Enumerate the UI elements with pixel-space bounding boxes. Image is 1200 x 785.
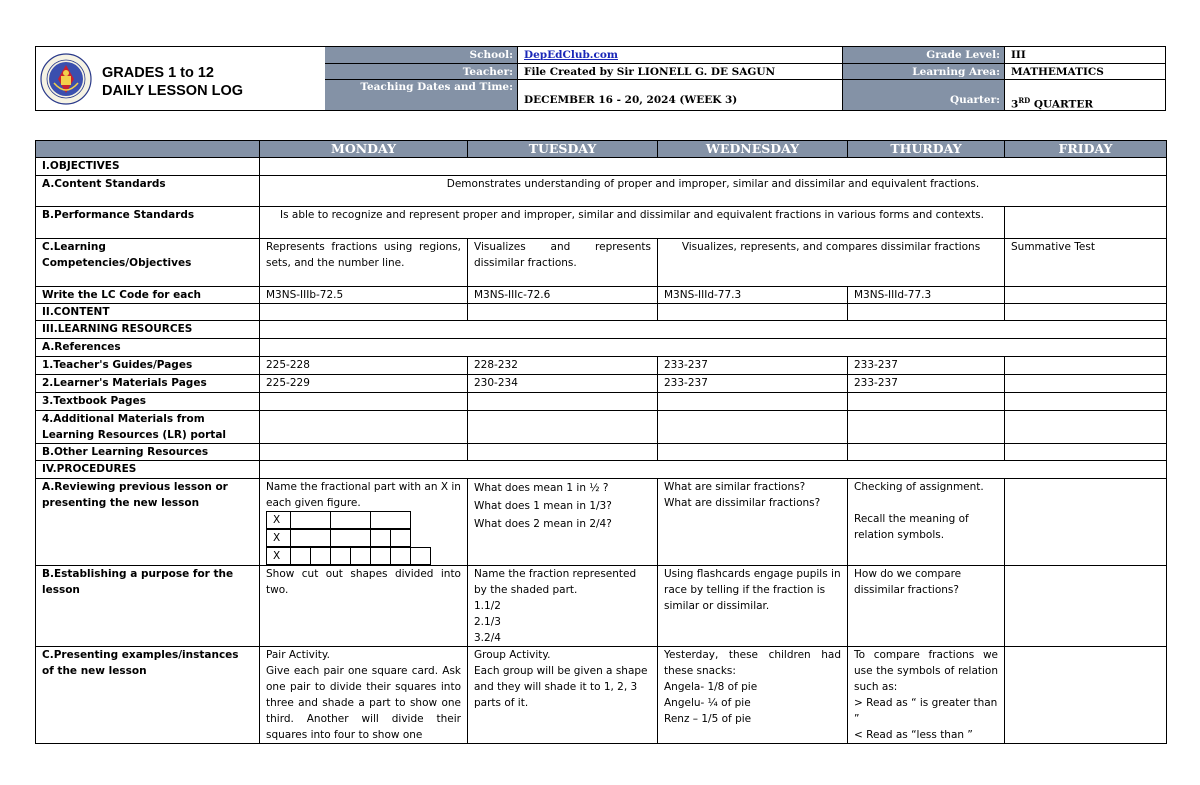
- deped-seal-icon: [40, 53, 92, 105]
- quarter-value: [1005, 80, 1165, 110]
- teachers-guide-row: [36, 357, 1167, 375]
- lc-code-monday: M3NS-IIIb-72.5: [260, 287, 468, 304]
- review-wednesday: [658, 479, 848, 566]
- tg-monday: 225-228: [260, 357, 468, 375]
- additional-materials-label: 4.Additional Materials from Learning Resources (LR) portal: [36, 411, 260, 444]
- content-standards-label: A.Content Standards: [36, 176, 260, 207]
- review-wed-2: What are dissimilar fractions?: [664, 497, 821, 509]
- performance-standards-row: [36, 207, 1167, 239]
- presenting-wednesday: [658, 647, 848, 744]
- content-standards-text: Demonstrates understanding of proper and improper, similar and dissimilar and equivalent fractions.: [260, 176, 1167, 207]
- lc-code-thursday: M3NS-IIId-77.3: [848, 287, 1005, 304]
- present-mon-1: Pair Activity.: [266, 649, 330, 661]
- teacher-value: File Created by Sir LIONELL G. DE SAGUN: [518, 64, 843, 80]
- purpose-tue-1: Name the fraction represented by the shaded part.: [474, 568, 637, 596]
- school-field: [518, 47, 843, 64]
- present-wed-2: Angela- 1/8 of pie: [664, 681, 758, 693]
- competency-friday: Summative Test: [1005, 239, 1167, 287]
- grade-level-value: III: [1005, 47, 1165, 64]
- review-thu-1: Checking of assignment.: [854, 481, 984, 493]
- competencies-label: C.Learning Competencies/Objectives: [36, 239, 260, 287]
- day-header-thursday: THURDAY: [848, 141, 1005, 158]
- teacher-label: Teacher:: [325, 64, 518, 80]
- references-heading: A.References: [36, 339, 260, 357]
- teaching-dates-label: Teaching Dates and Time:: [325, 80, 518, 110]
- present-wed-1: Yesterday, these children had these snacks:: [664, 649, 841, 677]
- lc-code-friday: [1005, 287, 1167, 304]
- purpose-row: [36, 566, 1167, 647]
- day-header-tuesday: TUESDAY: [468, 141, 658, 158]
- performance-standards-text: Is able to recognize and represent proper and improper, similar and dissimilar and equivalent fractions in various forms and contexts.: [260, 207, 1005, 239]
- figure1-x: X: [267, 512, 291, 529]
- purpose-tue-4: 3.2/4: [474, 632, 501, 644]
- review-monday-text: Name the fractional part with an X in each given figure.: [266, 481, 461, 509]
- quarter-word: QUARTER: [1033, 98, 1094, 111]
- references-row: [36, 339, 1167, 357]
- competencies-row: [36, 239, 1167, 287]
- corner-cell: [36, 141, 260, 158]
- present-wed-3: Angelu- ¼ of pie: [664, 697, 751, 709]
- figure3-x: X: [267, 548, 291, 565]
- lesson-log-header: [35, 46, 1166, 111]
- review-row: [36, 479, 1167, 566]
- teachers-guide-label: 1.Teacher's Guides/Pages: [36, 357, 260, 375]
- learning-area-value: MATHEMATICS: [1005, 64, 1165, 80]
- resources-row: [36, 321, 1167, 339]
- content-heading: II.CONTENT: [36, 304, 260, 321]
- present-thu-3: < Read as “less than ”: [854, 729, 973, 741]
- purpose-tue-3: 2.1/3: [474, 616, 501, 628]
- purpose-tuesday: [468, 566, 658, 647]
- other-resources-row: [36, 444, 1167, 461]
- day-header-friday: FRIDAY: [1005, 141, 1167, 158]
- learning-area-label: Learning Area:: [843, 64, 1005, 80]
- competency-monday: Represents fractions using regions, sets, and the number line.: [260, 239, 468, 287]
- present-mon-2: Give each pair one square card. Ask one pair to divide their squares into three and shade a part to show one third. Another will divide their squares into four to show one: [266, 665, 461, 741]
- tg-tuesday: 228-232: [468, 357, 658, 375]
- presenting-thursday: [848, 647, 1005, 744]
- procedures-heading: IV.PROCEDURES: [36, 461, 260, 479]
- lm-wednesday: 233-237: [658, 375, 848, 393]
- quarter-suffix: RD: [1018, 96, 1031, 105]
- log-title-line1: GRADES 1 to 12: [102, 65, 214, 81]
- present-thu-1: To compare fractions we use the symbols of relation such as:: [854, 649, 998, 693]
- lc-code-wednesday: M3NS-IIId-77.3: [658, 287, 848, 304]
- review-wed-1: What are similar fractions?: [664, 481, 806, 493]
- present-tue-1: Group Activity.: [474, 649, 551, 661]
- procedures-row: [36, 461, 1167, 479]
- objectives-cell: [260, 158, 1167, 176]
- review-label: A.Reviewing previous lesson or presenting the new lesson: [36, 479, 260, 566]
- quarter-number: 3: [1011, 98, 1019, 111]
- day-header-wednesday: WEDNESDAY: [658, 141, 848, 158]
- lesson-log-table: [35, 140, 1167, 744]
- textbook-row: [36, 393, 1167, 411]
- lm-thursday: 233-237: [848, 375, 1005, 393]
- lc-code-row: [36, 287, 1167, 304]
- review-tue-3: What does 2 mean in 2/4?: [474, 518, 612, 530]
- tg-wednesday: 233-237: [658, 357, 848, 375]
- teaching-dates-value: DECEMBER 16 - 20, 2024 (WEEK 3): [518, 80, 843, 110]
- other-resources-label: B.Other Learning Resources: [36, 444, 260, 461]
- lc-code-label: Write the LC Code for each: [36, 287, 260, 304]
- presenting-monday: [260, 647, 468, 744]
- figure2-x: X: [267, 530, 291, 547]
- fraction-figures: [266, 511, 411, 529]
- purpose-monday: Show cut out shapes divided into two.: [260, 566, 468, 647]
- grade-level-label: Grade Level:: [843, 47, 1005, 64]
- day-header-monday: MONDAY: [260, 141, 468, 158]
- performance-standards-friday: [1005, 207, 1167, 239]
- resources-heading: III.LEARNING RESOURCES: [36, 321, 260, 339]
- purpose-thursday: How do we compare dissimilar fractions?: [848, 566, 1005, 647]
- fraction-figure-2: [266, 529, 411, 547]
- day-header-row: [36, 141, 1167, 158]
- content-standards-row: [36, 176, 1167, 207]
- competency-wed-thu: Visualizes, represents, and compares dissimilar fractions: [658, 239, 1005, 287]
- quarter-label: Quarter:: [843, 80, 1005, 110]
- purpose-label: B.Establishing a purpose for the lesson: [36, 566, 260, 647]
- review-thursday: [848, 479, 1005, 566]
- textbook-label: 3.Textbook Pages: [36, 393, 260, 411]
- additional-materials-row: [36, 411, 1167, 444]
- fraction-figure-3: [266, 547, 431, 565]
- review-thu-2: Recall the meaning of relation symbols.: [854, 513, 969, 541]
- present-thu-2: > Read as “ is greater than ”: [854, 697, 998, 725]
- present-tue-2: Each group will be given a shape and they will shade it to 1, 2, 3 parts of it.: [474, 665, 648, 709]
- performance-standards-label: B.Performance Standards: [36, 207, 260, 239]
- review-tuesday: [468, 479, 658, 566]
- presenting-label: C.Presenting examples/instances of the new lesson: [36, 647, 260, 744]
- lc-code-tuesday: M3NS-IIIc-72.6: [468, 287, 658, 304]
- log-title-line2: DAILY LESSON LOG: [102, 83, 243, 99]
- learners-materials-row: [36, 375, 1167, 393]
- learners-materials-label: 2.Learner's Materials Pages: [36, 375, 260, 393]
- presenting-tuesday: [468, 647, 658, 744]
- logo-title-box: [36, 47, 326, 110]
- objectives-row: [36, 158, 1167, 176]
- review-tue-1: What does mean 1 in ½ ?: [474, 482, 609, 494]
- school-label: School:: [325, 47, 518, 64]
- objectives-heading: I.OBJECTIVES: [36, 158, 260, 176]
- lm-tuesday: 230-234: [468, 375, 658, 393]
- purpose-wednesday: Using flashcards engage pupils in race by telling if the fraction is similar or dissimilar.: [658, 566, 848, 647]
- presenting-row: [36, 647, 1167, 744]
- lm-monday: 225-229: [260, 375, 468, 393]
- review-tue-2: What does 1 mean in 1/3?: [474, 500, 612, 512]
- tg-thursday: 233-237: [848, 357, 1005, 375]
- content-row: [36, 304, 1167, 321]
- competency-tuesday: Visualizes and represents dissimilar fractions.: [468, 239, 658, 287]
- present-wed-4: Renz – 1/5 of pie: [664, 713, 752, 725]
- school-link[interactable]: DepEdClub.com: [524, 49, 618, 61]
- review-monday: [260, 479, 468, 566]
- purpose-tue-2: 1.1/2: [474, 600, 501, 612]
